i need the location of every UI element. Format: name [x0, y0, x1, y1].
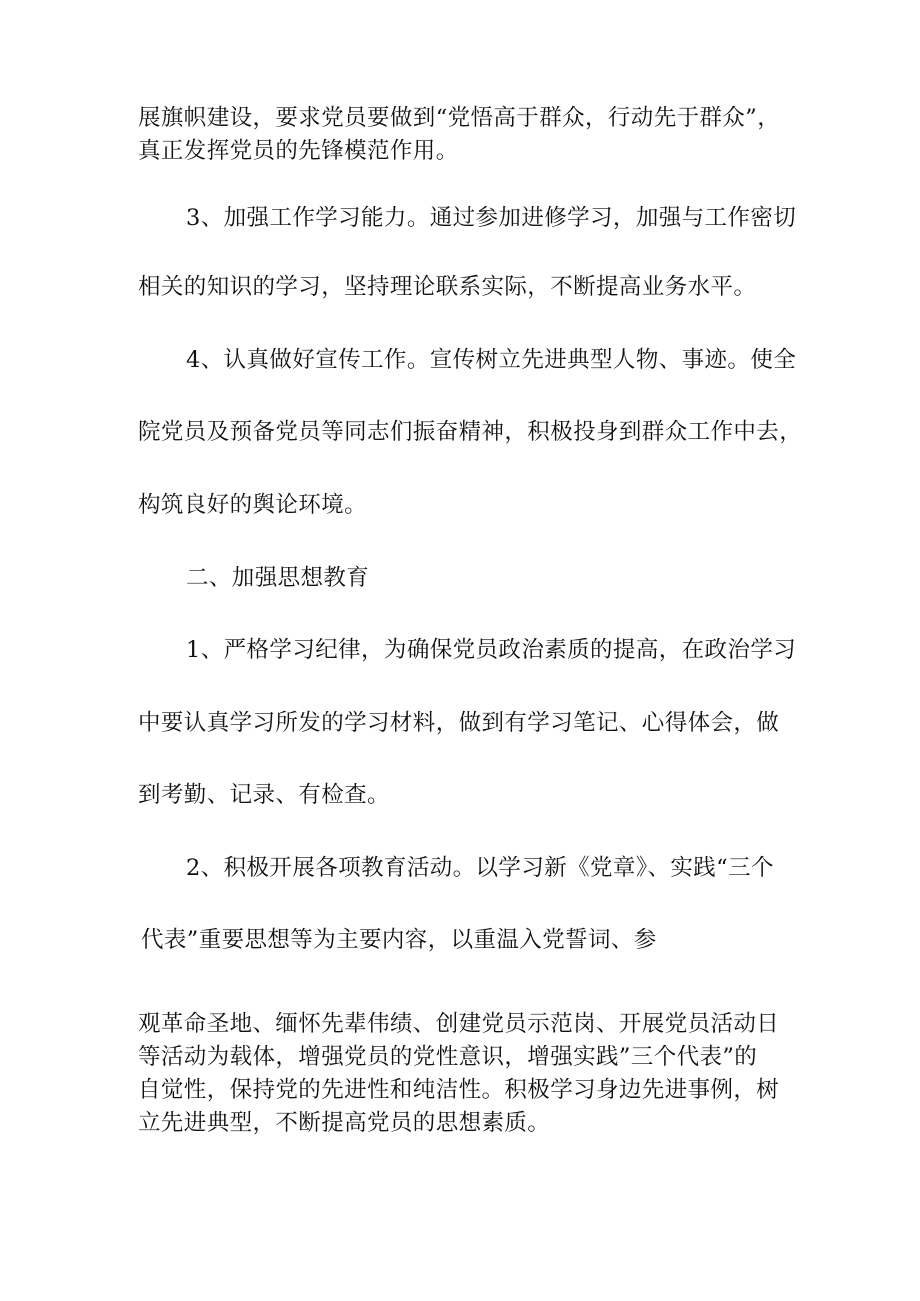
text-line-1: 展旗帜建设，要求党员要做到“党悟高于群众，行动先于群众”， [138, 105, 781, 131]
section-heading: 二、加强思想教育 [186, 565, 370, 591]
item-2-line-6: 立先进典型，不断提高党员的思想素质。 [138, 1110, 551, 1136]
item-3-line-1: 3、加强工作学习能力。通过参加进修学习，加强与工作密切 [186, 205, 797, 231]
item-2-line-1: 2、积极开展各项教育活动。以学习新《党章》、实践“三个 [186, 855, 774, 881]
text-line-2: 真正发挥党员的先锋模范作用。 [138, 138, 459, 164]
item-2-line-3: 观革命圣地、缅怀先辈伟绩、创建党员示范岗、开展党员活动日 [138, 1011, 780, 1037]
item-4-line-3: 构筑良好的舆论环境。 [138, 492, 368, 518]
item-1-line-2: 中要认真学习所发的学习材料，做到有学习笔记、心得体会，做 [138, 710, 780, 736]
item-2-line-4: 等活动为载体，增强党员的党性意识，增强实践”三个代表”的 [138, 1044, 758, 1070]
item-2-line-2: 代表”重要思想等为主要内容，以重温入党誓词、参 [141, 927, 657, 953]
item-1-line-3: 到考勤、记录、有检查。 [138, 782, 390, 808]
item-4-line-1: 4、认真做好宣传工作。宣传树立先进典型人物、事迹。使全 [186, 347, 797, 373]
item-4-line-2: 院党员及预备党员等同志们振奋精神，积极投身到群众工作中去， [138, 419, 803, 445]
item-3-line-2: 相关的知识的学习，坚持理论联系实际，不断提高业务水平。 [138, 274, 757, 300]
item-2-line-5: 自觉性，保持党的先进性和纯洁性。积极学习身边先进事例，树 [138, 1077, 780, 1103]
item-1-line-1: 1、严格学习纪律，为确保党员政治素质的提高，在政治学习 [186, 637, 797, 663]
